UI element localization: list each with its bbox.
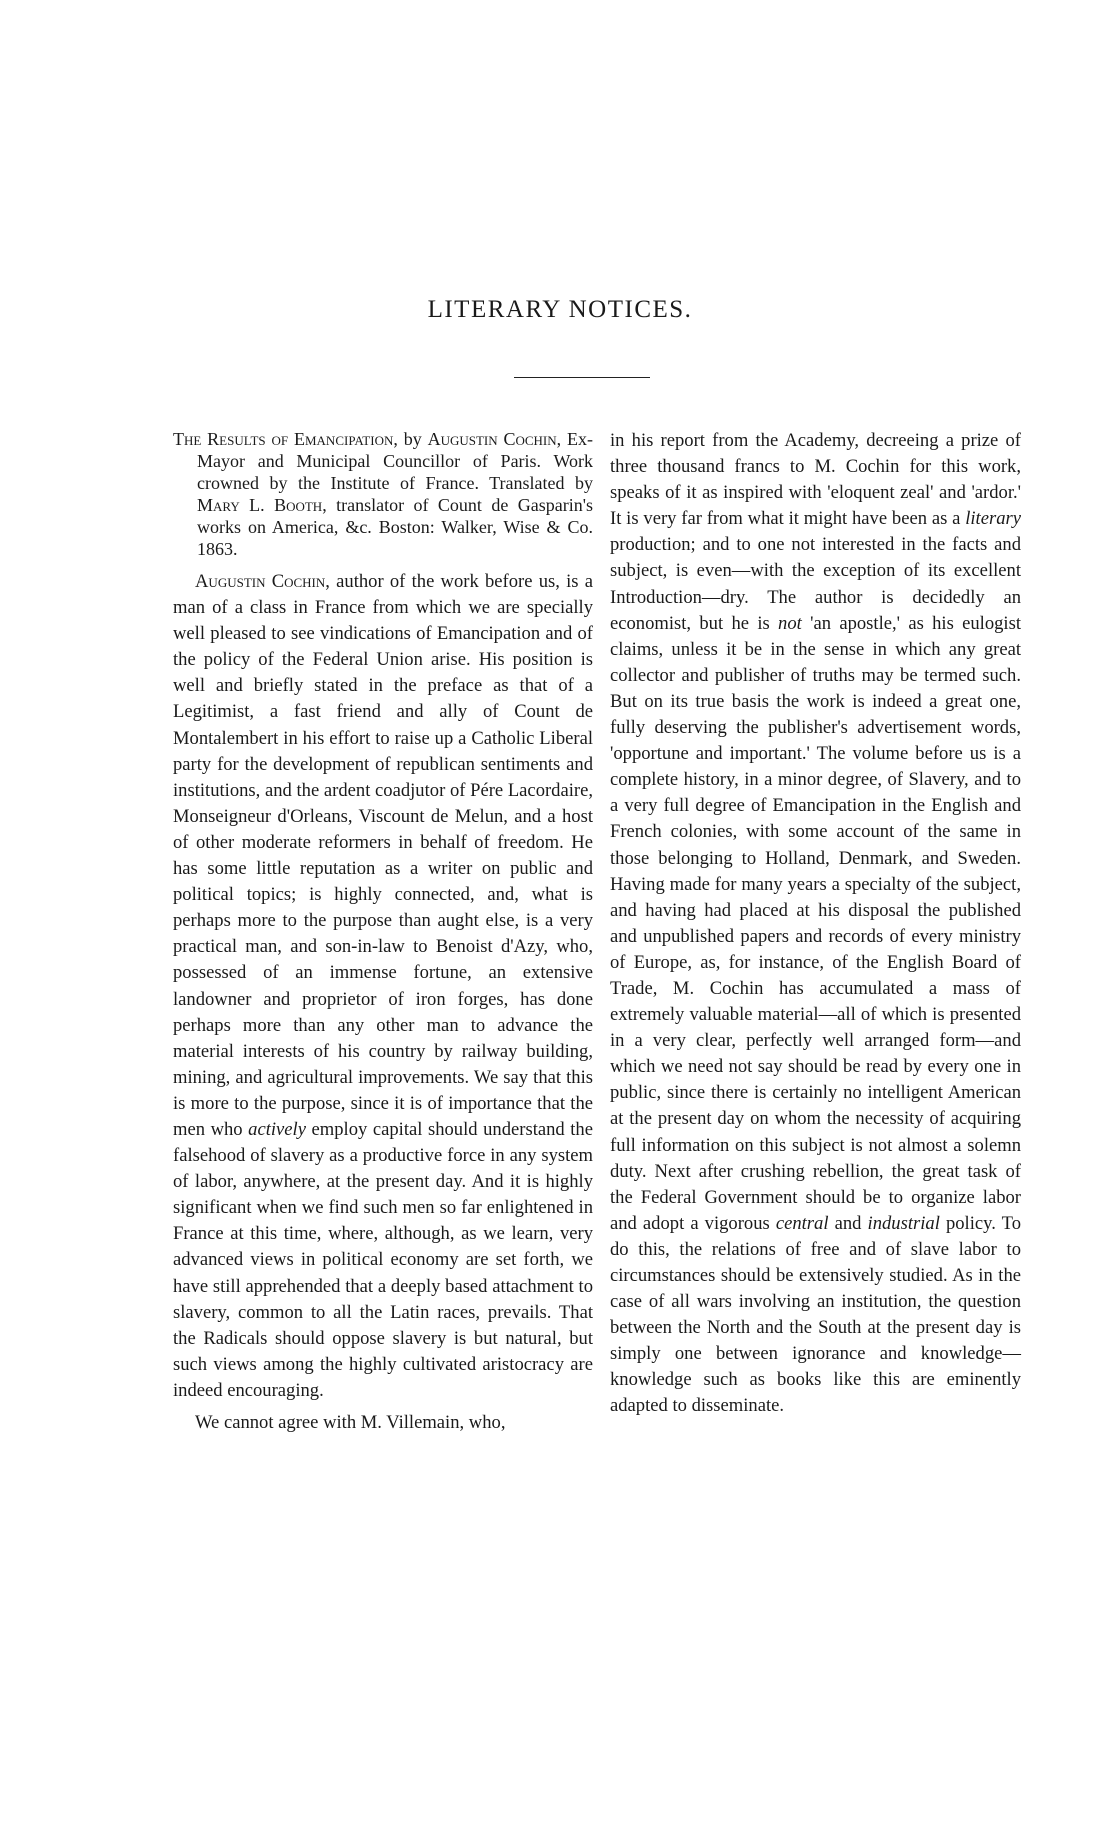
citation-publisher: , translator of Count de Gasparin's works on America, &c. Boston: Walker, Wise & Co. 1863. — [197, 495, 593, 559]
right-column — [610, 428, 1021, 1420]
review-emphasis: literary — [965, 508, 1021, 530]
page-heading: LITERARY NOTICES. — [427, 296, 693, 323]
book-citation — [173, 428, 593, 560]
review-paragraph-1 — [173, 569, 593, 1404]
review-author-name: Augustin Cochin — [195, 571, 326, 592]
book-translator: Mary L. Booth — [197, 495, 323, 515]
review-emphasis: central — [775, 1212, 829, 1234]
review-text: policy. To do this, the relations of free and of slave labor to circumstances should be extensively studied. As in the case of all wars involving an institution, the question between the North and the South at the present day is simply one between ignorance and knowledge—knowledge such as books like this are eminently adapted to disseminate. — [610, 1212, 1021, 1417]
citation-description: , Ex-Mayor and Municipal Councillor of Paris. Work crowned by the Institute of France. Translated by — [197, 429, 593, 493]
citation-by: , by — [393, 429, 428, 449]
review-paragraph-2: We cannot agree with M. Villemain, who, — [195, 1412, 506, 1433]
book-author: Augustin Cochin — [427, 429, 557, 449]
review-text: 'an apostle,' as his eulogist claims, unless it be in the sense in which any great collector and publisher of truths may be termed such. But on its true basis the work is indeed a great one, fully deserving the publisher's advertisement words, 'opportune and important.' The volume before us is a complete history, in a minor degree, of Slavery, and to a very full degree of Emancipation in the English and French colonies, with some account of the same in those belonging to Holland, Denmark, and Sweden. Having made for many years a specialty of the subject, and having had placed at his disposal the published and unpublished papers and records of every ministry of Europe, as, for instance, of the English Board of Trade, M. Cochin has accumulated a mass of extremely valuable material—all of which is presented in a very clear, perfectly well arranged form—and which we need not say should be read by every one in public, since there is certainly no intelligent American at the present day on whom the necessity of acquiring full information on this subject is not almost a solemn duty. Next after crushing rebellion, the great task of the Federal Government should be to organize labor and adopt a vigorous — [610, 612, 1022, 1234]
review-text: employ capital should understand the falsehood of slavery as a productive force in any system of labor, anywhere, at the present day. And it is highly significant when we find such men so far enlightened in France at this time, where, although, as we learn, very advanced views in political economy are set forth, we have still apprehended that a deeply based attachment to slavery, common to all the Latin races, prevails. That the Radicals should oppose slavery is but natural, but such views among the highly cultivated aristocracy are indeed encouraging. — [173, 1118, 593, 1401]
review-emphasis: not — [778, 612, 802, 634]
review-text: , author of the work before us, is a man of a class in France from which we are specially well pleased to see vindications of Emancipation and of the policy of the Federal Union arise. His position is well and briefly stated in the preface as that of a Legitimist, a fast friend and ally of Count de Montalembert in his effort to raise up a Catholic Liberal party for the development of republican sentiments and institutions, and the ardent coadjutor of Pére Lacordaire, Monseigneur d'Orleans, Viscount de Melun, and a host of other moderate reformers in behalf of freedom. He has some little reputation as a writer on public and political topics; is highly connected, and, what is perhaps more to the purpose than aught else, is a very practical man, and son-in-law to Benoist d'Azy, who, possessed of an immense fortune, an extensive landowner and proprietor of iron forges, has done perhaps more than any other man to advance the material interests of his country by railway building, mining, and agricultural improvements. We say that this is more to the purpose, since it is of importance that the men who — [173, 571, 593, 1140]
review-text: and — [828, 1212, 868, 1234]
review-text: in his report from the Academy, decreeing a prize of three thousand francs to M. Cochin for this work, speaks of it as inspired with 'eloquent zeal' and 'ardor.' It is very far from what it might have been as a — [610, 430, 1021, 530]
heading-rule — [514, 377, 650, 378]
book-title: The Results of Emancipation — [173, 429, 394, 449]
left-column — [173, 428, 593, 1436]
review-paragraph-2-continued — [610, 428, 1021, 1420]
review-emphasis: actively — [248, 1118, 306, 1140]
review-emphasis: industrial — [867, 1212, 940, 1234]
review-text: production; and to one not interested in the facts and subject, is even—with the exception of its excellent Introduction—dry. The author is decidedly an economist, but he is — [610, 534, 1021, 634]
